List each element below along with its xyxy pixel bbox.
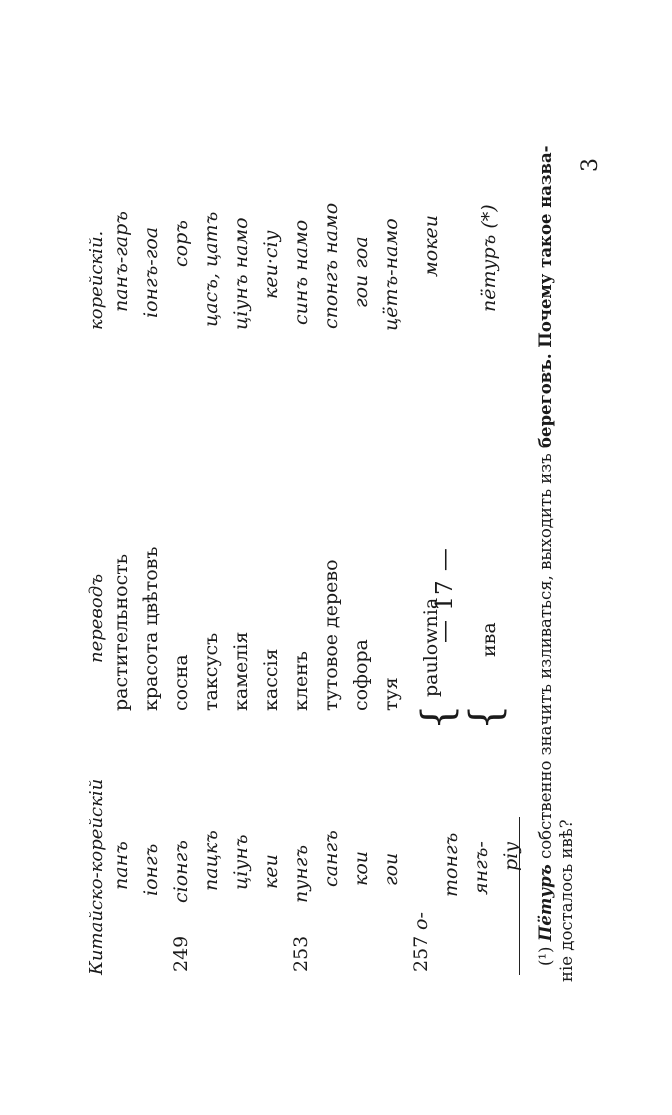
- translation-text: кленъ: [290, 651, 312, 711]
- sino-korean-word: панъ: [110, 841, 132, 890]
- korean-word: пётуръ (*): [478, 204, 500, 312]
- korean-word: гои гоа: [350, 236, 372, 308]
- korean-word: соръ: [170, 220, 192, 267]
- sino-korean-word: сангъ: [320, 830, 342, 887]
- translation-text: туя: [380, 677, 402, 711]
- footnote-line-1: [536, 146, 555, 983]
- page-number: — 17 —: [432, 547, 458, 643]
- sheet-number: 3: [578, 158, 603, 172]
- footnote-term: Пётуръ: [536, 864, 555, 942]
- sino-korean-word: гои: [380, 852, 402, 886]
- translation-text: красота цвѣтовъ: [140, 546, 162, 711]
- sino-korean-word: тонгъ: [440, 832, 462, 897]
- korean-word: спонгъ намо: [320, 202, 342, 329]
- sino-korean-word: сіонгъ: [170, 840, 192, 903]
- row-number: 249: [170, 935, 192, 972]
- sino-korean-word: пунгъ: [290, 844, 312, 903]
- footnote-rule: [519, 817, 520, 975]
- sino-korean-word: цiунъ: [230, 834, 252, 890]
- korean-word: мокеи: [420, 214, 442, 277]
- footnote-line-2: ніе досталось ивѣ?: [557, 819, 576, 982]
- translation-text: растительность: [110, 553, 132, 711]
- translation-text: ива: [478, 622, 500, 657]
- korean-word: синъ намо: [290, 219, 312, 325]
- header-translation: переводъ: [86, 573, 107, 663]
- translation-text: сосна: [170, 654, 192, 711]
- footnote-marker: (¹): [536, 946, 555, 966]
- header-sino-korean: Китайско-корейскій: [86, 778, 107, 975]
- korean-word: цiунъ намо: [230, 217, 252, 330]
- row-number: 253: [290, 935, 312, 972]
- translation-text: тутовое дерево: [320, 559, 342, 711]
- korean-word: кеи·сіу: [260, 230, 282, 299]
- translation-text: таксусъ: [200, 632, 222, 711]
- korean-word: іонгъ-гоа: [140, 226, 162, 318]
- translation-text: paulownia: [420, 597, 442, 697]
- footnote-text-b: береговъ. Почему такое назва-: [536, 145, 555, 448]
- row-number: 257: [410, 935, 432, 972]
- translation-text: кассія: [260, 648, 282, 711]
- sino-korean-word: іонгъ: [140, 843, 162, 896]
- brace-paulownia: {: [413, 704, 463, 730]
- header-korean: корейскій.: [86, 230, 107, 330]
- footnote-text-a: собственно значитъ изливаться, выходить изъ: [536, 453, 555, 860]
- sino-korean-word: о-: [410, 912, 432, 930]
- sino-korean-word: янгъ-: [470, 841, 492, 895]
- translation-text: камелія: [230, 631, 252, 711]
- korean-word: цётъ-намо: [380, 218, 402, 331]
- brace-iva: {: [461, 704, 511, 730]
- korean-word: цасъ, цатъ: [200, 211, 222, 327]
- translation-text: софора: [350, 639, 372, 711]
- sino-korean-word: ріу: [500, 841, 522, 871]
- sino-korean-word: кои: [350, 850, 372, 886]
- sino-korean-word: кеи: [260, 854, 282, 889]
- sino-korean-word: пацкъ: [200, 830, 222, 891]
- korean-word: панъ-гаръ: [110, 211, 132, 312]
